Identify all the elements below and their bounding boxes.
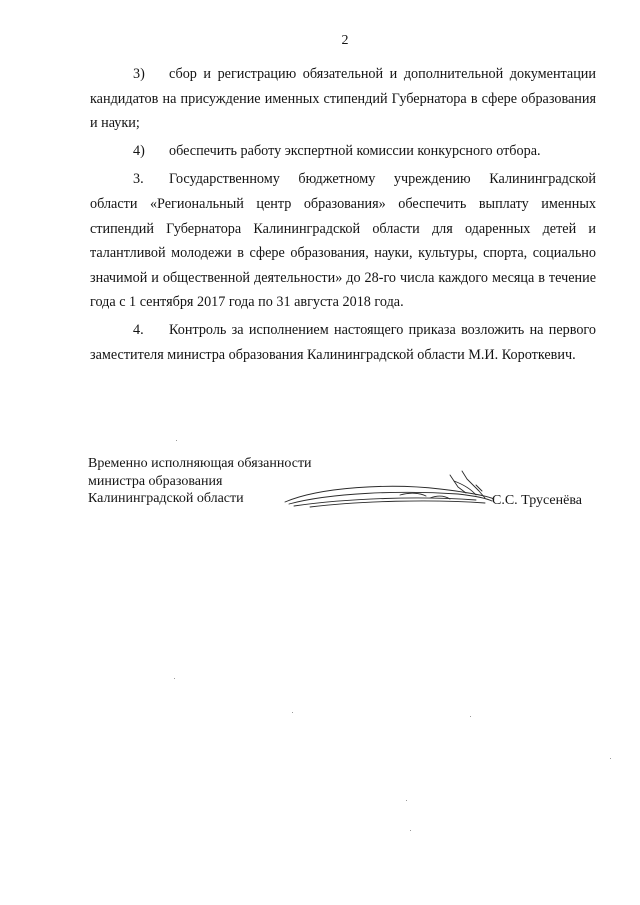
list-item-3-collection [90,62,596,136]
scan-speck [406,800,407,801]
clause-text: Контроль за исполнением настоящего приказа возложить на первого заместителя министра образования Калининградской области М.И. Короткевич. [90,322,596,364]
scan-speck [176,440,177,441]
clause-text: Государственному бюджетному учреждению Калининградской области «Региональный центр образования» обеспечить выплату именных стипендий Губернатора Калининградской области для одаренных детей и талантливой молодежи в сфере образования, науки, культуры, спорта, социально значимой и общественной деятельности» до 28-го числа каждого месяца в течение года с 1 сентября 2017 года по 31 августа 2018 года. [90,171,596,311]
handwritten-signature [280,465,500,520]
scan-speck [174,678,175,679]
scan-speck [410,830,411,831]
clause-3-payment [90,167,596,315]
item-number: 3) [133,66,145,82]
page-number: 2 [341,33,349,48]
clause-4-control [90,318,596,367]
list-item-4-commission [90,139,596,164]
scan-speck [470,716,471,717]
document-body [90,62,596,371]
signatory-position-line2: министра образования [88,473,223,489]
item-text: сбор и регистрацию обязательной и дополнительной документации кандидатов на присуждение именных стипендий Губернатора в сфере образования и науки; [90,66,596,132]
scan-speck [610,758,611,759]
item-number: 4) [133,143,145,160]
signatory-position-line3: Калининградской области [88,491,244,506]
clause-number: 3. [133,171,144,188]
item-text: обеспечить работу экспертной комиссии конкурсного отбора. [169,143,541,160]
clause-number: 4. [133,322,144,339]
signatory-position-line1: Временно исполняющая обязанности [88,456,312,471]
signatory-name: С.С. Трусенёва [492,493,582,508]
scan-speck [292,712,293,713]
